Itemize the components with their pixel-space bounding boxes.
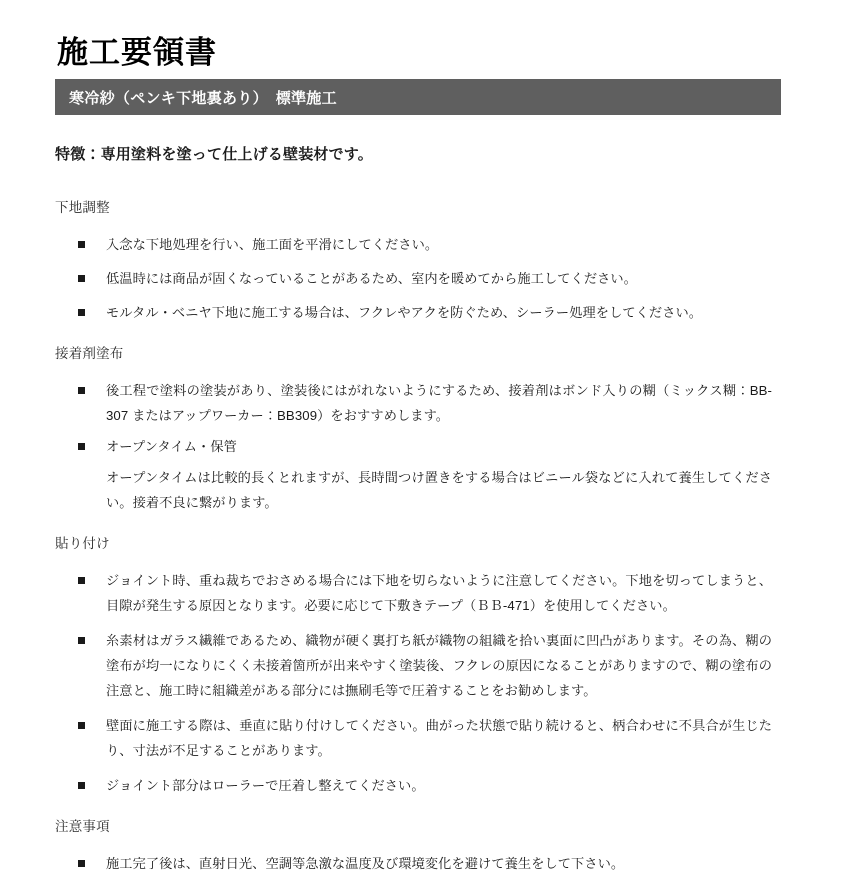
page-title: 施工要領書 — [57, 34, 217, 70]
section-precautions — [0, 815, 850, 876]
list-item: 低温時には商品が固くなっていることがあるため、室内を暖めてから施工してください。 — [78, 266, 772, 291]
feature-description: 特徴：専用塗料を塗って仕上げる壁装材です。 — [55, 146, 374, 163]
bullet-list — [0, 378, 850, 459]
list-item: オープンタイム・保管 — [78, 434, 772, 459]
list-item: 施工完了後は、直射日光、空調等急激な温度及び環境変化を避けて養生をして下さい。 — [78, 851, 772, 876]
list-item: ジョイント時、重ね裁ちでおさめる場合には下地を切らないように注意してください。下地を切ってしまうと、目隙が発生する原因となります。必要に応じて下敷きテープ（ＢＢ-471）を使用してください。 — [78, 568, 772, 618]
list-item: モルタル・ベニヤ下地に施工する場合は、フクレやアクを防ぐため、シーラー処理をしてください。 — [78, 300, 772, 325]
section-heading: 注意事項 — [55, 819, 110, 834]
document-body — [0, 196, 850, 876]
section-pasting — [0, 532, 850, 798]
list-item: 入念な下地処理を行い、施工面を平滑にしてください。 — [78, 232, 772, 257]
bullet-list — [0, 232, 850, 325]
product-banner-label: 寒冷紗（ペンキ下地裏あり） 標準施工 — [69, 89, 337, 107]
section-adhesive-application — [0, 342, 850, 515]
sub-paragraph-open-time: オープンタイムは比較的長くとれますが、長時間つけ置きをする場合はビニール袋などに入れて養生してください。接着不良に繋がります。 — [106, 470, 772, 510]
list-item: 後工程で塗料の塗装があり、塗装後にはがれないようにするため、接着剤はボンド入りの糊（ミックス糊：BB-307 またはアップワーカー：BB309）をおすすめします。 — [78, 378, 772, 428]
list-item: 糸素材はガラス繊維であるため、織物が硬く裏打ち紙が織物の組織を拾い裏面に凹凸があります。その為、糊の塗布が均一になりにくく未接着箇所が出来やすく塗装後、フクレの原因になることがありますので、糊の塗布の注意と、施工時に組織差がある部分には撫刷毛等で圧着することをお勧めします。 — [78, 628, 772, 703]
bullet-list — [0, 851, 850, 876]
list-item: ジョイント部分はローラーで圧着し整えてください。 — [78, 773, 772, 798]
bullet-list — [0, 568, 850, 798]
list-item: 壁面に施工する際は、垂直に貼り付けしてください。曲がった状態で貼り続けると、柄合わせに不具合が生じたり、寸法が不足することがあります。 — [78, 713, 772, 763]
section-substrate-preparation — [0, 196, 850, 325]
section-heading: 下地調整 — [55, 200, 110, 215]
product-banner — [55, 79, 781, 115]
section-heading: 接着剤塗布 — [55, 346, 124, 361]
section-heading: 貼り付け — [55, 536, 110, 551]
